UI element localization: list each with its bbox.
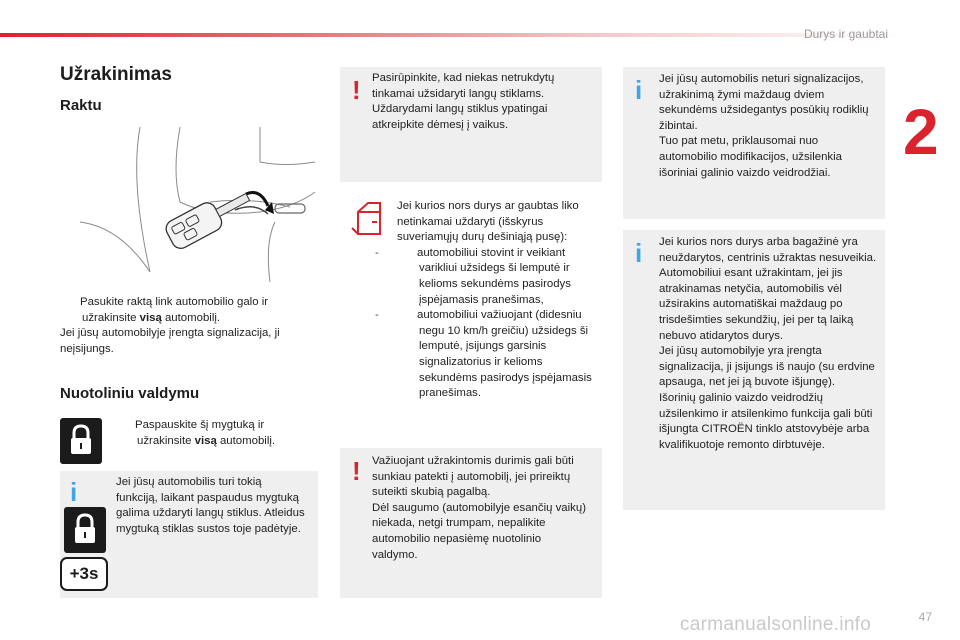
door-open-lamp-icon bbox=[350, 200, 384, 236]
remote-step-text-prefix: Paspauskite šį mygtuką ir užrakinsite bbox=[135, 419, 265, 447]
key-lock-illustration bbox=[60, 122, 318, 282]
warning-icon: ! bbox=[352, 456, 361, 486]
warning-driving-text: Važiuojant užrakintomis durimis gali būti sunkiau patekti į automobilį, jei prireiktų suteikti skubią pagalbą. Dėl saugumo (automobilyje esančių vaikų) niekada, netgi trumpam, nepalikite automobilio nepasiėmę nuotolinio valdymo. bbox=[372, 455, 586, 561]
warning-windows-box bbox=[340, 67, 602, 182]
remote-step-text-bold: visą bbox=[194, 434, 217, 447]
key-section-heading: Raktu bbox=[60, 97, 102, 114]
padlock-icon bbox=[60, 418, 102, 464]
warning-windows-text: Pasirūpinkite, kad niekas netrukdytų tinkamai užsidaryti langų stiklams. Uždarydami langų stiklus ypatingai atkreipkite dėmesį į vaikus. bbox=[372, 72, 555, 131]
info-no-alarm-box bbox=[623, 67, 885, 219]
list-item bbox=[375, 308, 597, 402]
door-alert-item-stationary: automobiliui stovint ir veikiant varikliui užsidegs ši lemputė ir kelioms sekundėms pasirodys įspėjamasis pranešimas, bbox=[417, 246, 571, 306]
info-no-alarm-text: Jei jūsų automobilis neturi signalizacijos, užrakinimą žymi maždaug dviem sekundėms užsidegantys posūkių rodiklių žibintai. Tuo pat metu, priklausomai nuo automobilio modifikacijos, užsilenkia išoriniai galinio vaizdo veidrodžiai. bbox=[659, 73, 869, 179]
key-step-text-suffix: automobilį. bbox=[161, 311, 221, 324]
timer-badge: +3s bbox=[60, 557, 108, 591]
remote-info-text: Jei jūsų automobilis turi tokią funkciją, laikant paspaudus mygtuką galima uždaryti langų stiklus. Atleidus mygtuką stiklas sustos toje padėtyje. bbox=[116, 476, 305, 535]
info-icon: i bbox=[635, 75, 643, 105]
header-accent-bar bbox=[0, 33, 905, 37]
dash-icon: - bbox=[375, 246, 379, 259]
watermark: carmanualsonline.info bbox=[680, 614, 872, 635]
list-item bbox=[375, 246, 597, 308]
page-title: Užrakinimas bbox=[60, 64, 172, 85]
remote-step-text-suffix: automobilį. bbox=[216, 434, 276, 447]
section-label: Durys ir gaubtai bbox=[803, 27, 888, 41]
remote-step-paragraph bbox=[115, 418, 295, 449]
key-alarm-note: Jei jūsų automobilyje įrengta signalizacija, ji neįsijungs. bbox=[60, 327, 280, 355]
key-step-text-prefix: Pasukite raktą link automobilio galo ir užrakinsite bbox=[80, 296, 269, 324]
info-icon: i bbox=[635, 238, 643, 268]
info-icon: i bbox=[70, 477, 78, 507]
key-step-paragraph bbox=[60, 295, 315, 357]
door-alert-item-driving: automobiliui važiuojant (didesniu negu 10 km/h greičiu) užsidegs ši lemputė, įsijungs garsinis signalizatorius ir kelioms sekundėms pasirodys įspėjamasis pranešimas. bbox=[417, 309, 592, 400]
remote-info-box bbox=[60, 471, 318, 598]
remote-section-heading: Nuotoliniu valdymu bbox=[60, 385, 200, 402]
door-alert-paragraph bbox=[375, 199, 597, 402]
warning-icon: ! bbox=[352, 75, 361, 105]
dash-icon: - bbox=[375, 309, 379, 322]
page-number: 47 bbox=[918, 610, 932, 624]
info-door-open-text: Jei kurios nors durys arba bagažinė yra neuždarytos, centrinis užraktas nesuveikia. Automobiliui esant užrakintam, jei jis atrakinamas netyčia, automobilis vėl užsirakins automatiškai maždaug po trisdešimties sekundžių, jei per tą laiką nebuvo atidarytos durys. Jei jūsų automobilyje yra įrengta signalizacija, ji įsijungs iš naujo (su erdvine apsauga, net jei ją buvote išjungę). Išorinių galinio vaizdo veidrodžių užsilenkimo ir atsilenkimo funkcija gali būti išjungta CITROËN tinklo atstovybėje arba kvalifikuotoje remonto dirbtuvėje. bbox=[659, 236, 877, 451]
warning-driving-box bbox=[340, 448, 602, 598]
chapter-number: 2 bbox=[903, 96, 939, 168]
door-alert-intro: Jei kurios nors durys ar gaubtas liko netinkamai uždaryti (išskyrus suveriamųjų durų dešiniąją pusę): bbox=[397, 200, 579, 244]
remote-lock-button-icon bbox=[60, 418, 102, 464]
key-step-text-bold: visą bbox=[139, 311, 162, 324]
padlock-icon bbox=[64, 507, 106, 553]
remote-lock-button-icon bbox=[64, 507, 106, 553]
info-door-open-box bbox=[623, 230, 885, 510]
